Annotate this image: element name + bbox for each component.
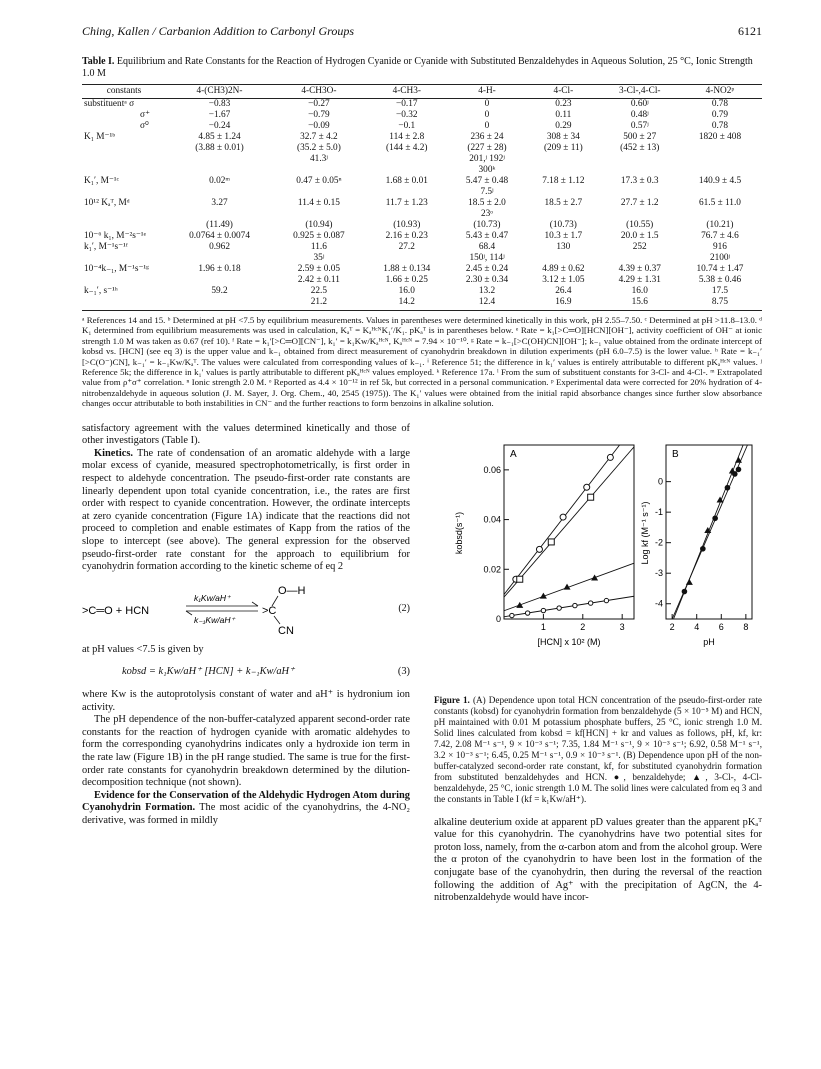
table-cell: 15.6 [602, 297, 678, 311]
table-row [82, 220, 762, 231]
table-cell [365, 165, 449, 176]
data-point [588, 494, 594, 500]
row-label: K₁′, M⁻¹ᶜ [84, 176, 119, 186]
y-tick-label: 0.02 [483, 563, 501, 574]
table-row [82, 297, 762, 311]
x-axis-label: [HCN] x 10² (M) [537, 636, 601, 647]
body-columns [82, 423, 762, 905]
data-point [536, 546, 542, 552]
table-cell: −0.24 [208, 121, 231, 131]
figure-caption [434, 695, 762, 805]
table-cell [166, 209, 273, 220]
table-cell: 7.5ʲ [480, 187, 494, 197]
table-cell: 0.962 [209, 242, 230, 252]
figure-1-plots [434, 423, 762, 693]
table-cell [166, 154, 273, 165]
table-cell [365, 209, 449, 220]
table-cell: 2.59 ± 0.05 [297, 264, 341, 274]
x-tick-label: 4 [694, 621, 700, 632]
x-tick-label: 1 [540, 621, 546, 632]
paragraph-text: The rate of condensation of an aromatic aldehyde with a large molar excess of cyanide, measured spectrophotometrically, is first order in respect to aldehyde concentration. The pseudo-first-order rate constants are linearly dependent upon total cyanide concentration, i.e., the rates are first order with respect to cyanide concentration. However, the ordinate intercepts at zero cyanide concentration (Figure 1A) indicate that the reactions did not proceed to completion and enable estimates of Kapp from the ratios of the slope to intercept (see above). The general expression for the observed pseudo-first-order rate constant for the approach to equilibrium for cyanohydrin formation according to the kinetic scheme of eq 2 [82, 447, 410, 573]
table-cell: 308 ± 34 [546, 132, 580, 142]
data-point [510, 613, 514, 617]
table-cell [166, 253, 273, 264]
paragraph: alkaline deuterium oxide at apparent pD values greater than the apparent pKₐᵀ value for this cyanohydrin. The cyanohydrins have two potential sites for proton loss, namely, from the α-carbon atom and from the alcohol group. Were the α proton of the cyanohydrin to have been lost in the formation of the conjugate base of the cyanohydrin, then during the reversal of the reaction following the addition of Ag⁺ with the precipitation of AgCN, the 4-nitrobenzaldehyde would have incor- [434, 816, 762, 904]
row-label [82, 275, 166, 286]
table-cell: −0.27 [308, 99, 330, 109]
table-cell: (10.73) [549, 220, 577, 230]
table-cell [525, 154, 601, 165]
figure-caption-text: (A) Dependence upon total HCN concentration of the pseudo-first-order rate constants (kobsd) for cyanohydrin formation from benzaldehyde (5 × 10⁻⁵ M) and HCN, pH maintained with 0.01 M potassium phosphate buffers, 25 °C, ionic strengh 1.0 M. Solid lines calculated from kobsd = kf[HCN] + kr and values as follows, pH, kf, kr: 7.42, 2.08 M⁻¹ s⁻¹, 9 × 10⁻³ s⁻¹; 7.35, 1.84 M⁻¹ s⁻¹, 9 × 10⁻³ s⁻¹; 6.92, 0.58 M⁻¹ s⁻¹, 3.2 × 10⁻³ s⁻¹; 6.45, 0.25 M⁻¹ s⁻¹, 0.9 × 10⁻³ s⁻¹. (B) Dependence upon pH of the non-buffer-catalyzed second-order rate constant, kf, for substituted cyanohydrin formation from substituted benzaldehydes and HCN. ●, benzaldehyde; ▲, 3-Cl-, 4-Cl-benzaldehyde, 25 °C, ionic strength 1.0 M. The solid lines were calculated from eq 3 and the constants in Table I (kf = k₁Kw/aH⁺). [434, 694, 762, 804]
figure-caption-label: Figure 1. [434, 694, 470, 705]
x-tick-label: 2 [669, 621, 675, 632]
table-cell [166, 297, 273, 311]
data-point [548, 539, 554, 545]
table-cell: 2.30 ± 0.34 [465, 275, 509, 285]
table-cell: −0.83 [208, 99, 231, 109]
row-label [82, 209, 166, 220]
table-cell [678, 165, 762, 176]
y-tick-label: 0 [657, 476, 663, 487]
table-cell: 1.66 ± 0.25 [385, 275, 428, 285]
panel-b [640, 445, 752, 647]
data-point [517, 576, 523, 582]
table-cell: 61.5 ± 11.0 [698, 198, 741, 208]
table-cell: 27.2 [398, 242, 415, 252]
table-row [82, 198, 762, 209]
table-cell: 0.79 [711, 110, 729, 120]
table-cell: 12.4 [449, 297, 525, 311]
scheme-nitrile: CN [278, 624, 294, 636]
table-cell [166, 275, 273, 286]
table-cell: 2.16 ± 0.23 [385, 231, 428, 241]
row-label [82, 253, 166, 264]
scheme-forward-rate: k₁Kw/aH⁺ [194, 592, 231, 603]
equation-text: kobsd = k₁Kw/aH⁺ [HCN] + k₋₁Kw/aH⁺ [122, 666, 295, 678]
table-cell: 150ʲ, 114ʲ [469, 253, 505, 263]
table-cell: 26.4 [555, 286, 572, 296]
row-label: σ⁺ [140, 110, 150, 120]
data-point [736, 466, 742, 472]
table-cell: (452 ± 13) [620, 143, 660, 153]
scheme-reactants: >C═O + HCN [82, 604, 150, 617]
table-cell [525, 165, 601, 176]
table-cell: 0 [484, 121, 490, 131]
table-cell: 252 [632, 242, 647, 252]
table-cell: 76.7 ± 4.6 [701, 231, 739, 241]
table-cell: 4.29 ± 1.31 [618, 275, 661, 285]
table-cell: 3.12 ± 1.05 [542, 275, 585, 285]
table-cell [273, 165, 365, 176]
table-cell: (144 ± 4.2) [386, 143, 428, 153]
data-point [588, 601, 592, 605]
table-cell: 21.2 [273, 297, 365, 311]
table-cell: 201,ʲ 192ʲ [469, 154, 505, 164]
table-cell: 14.2 [365, 297, 449, 311]
table-row [82, 165, 762, 176]
table-cell: 916 [712, 242, 727, 252]
data-point [729, 467, 736, 473]
equation-number: (3) [397, 666, 410, 678]
row-label: k₁′, M⁻¹s⁻¹ᶠ [84, 242, 128, 252]
left-column [82, 423, 410, 905]
x-tick-label: 3 [619, 621, 625, 632]
table-cell: 68.4 [478, 242, 496, 252]
table-cell: 20.0 ± 1.5 [620, 231, 659, 241]
table-cell: 0.02ᵐ [209, 176, 230, 186]
paragraph: at pH values <7.5 is given by [82, 643, 204, 655]
table-cell: 13.2 [478, 286, 496, 296]
paragraph: where Kw is the autoprotolysis constant of water and aH⁺ is hydronium ion activity. [82, 688, 410, 713]
table-row [82, 253, 762, 264]
y-tick-label: 0.04 [483, 514, 501, 525]
table-cell: 59.2 [211, 286, 228, 296]
panel-a [454, 445, 634, 647]
table-cell: 23ᵒ [480, 209, 493, 219]
table-cell: 17.3 ± 0.3 [620, 176, 659, 186]
equation-number: (2) [398, 603, 410, 615]
column-header: constants [82, 85, 166, 99]
paragraph: satisfactory agreement with the values determined kinetically and those of other investigators (Table I). [82, 422, 410, 447]
table-cell: 0.47 ± 0.05ⁿ [296, 176, 342, 186]
scheme-graphic [82, 584, 372, 636]
table-row [82, 176, 762, 187]
data-point [516, 601, 523, 607]
data-point [560, 514, 566, 520]
y-tick-label: -4 [654, 598, 663, 609]
table-row [82, 286, 762, 297]
table-cell [166, 187, 273, 198]
row-label: 10¹² Kₐᵀ, Mᵈ [84, 198, 130, 208]
x-tick-label: 6 [718, 621, 724, 632]
x-tick-label: 2 [580, 621, 586, 632]
table-cell: (3.88 ± 0.01) [195, 143, 244, 153]
table-cell: 5.43 ± 0.47 [465, 231, 509, 241]
data-point [557, 606, 561, 610]
row-label: 10⁻⁶ k₁, M⁻²s⁻¹ᵉ [84, 231, 146, 241]
table-row [82, 132, 762, 143]
table-cell [365, 253, 449, 264]
table-cell [602, 165, 678, 176]
table-row [82, 231, 762, 242]
table-body [82, 99, 762, 311]
table-cell: 236 ± 24 [470, 132, 504, 142]
table-cell: 2.45 ± 0.24 [465, 264, 509, 274]
data-point [604, 598, 608, 602]
table-cell: (11.49) [206, 220, 233, 230]
y-tick-label: 0.06 [483, 464, 501, 475]
data-point [591, 574, 598, 580]
table-row [82, 143, 762, 154]
table-cell: 41.3ʲ [310, 154, 328, 164]
table-cell: 500 ± 27 [623, 132, 657, 142]
table-cell [365, 187, 449, 198]
panel-a-label: A [510, 448, 517, 460]
paragraph: The pH dependence of the non-buffer-catalyzed apparent second-order rate constants for the reaction of hydrogen cyanide with aromatic aldehydes to form the corresponding cyanohydrins indicates only a hydroxide ion term in the rate law (Figure 1B) in the pH range studied. The same is true for the first-order rate constants for cyanohydrin breakdown determined by the dilution-decomposition technique (not shown). [82, 714, 410, 789]
table-cell: 3.27 [211, 198, 228, 208]
data-point [541, 608, 545, 612]
row-label: 10⁻⁴k₋₁, M⁻¹s⁻¹ᵍ [84, 264, 149, 274]
table-cell: 32.7 ± 4.2 [300, 132, 338, 142]
scheme-reverse-rate: k₋₁Kw/aH⁺ [194, 614, 235, 625]
table-cell: 10.74 ± 1.47 [696, 264, 744, 274]
table-cell: (227 ± 28) [467, 143, 507, 153]
column-header: 4-CH3- [365, 85, 449, 99]
x-axis-label: pH [703, 636, 715, 647]
x-tick-label: 8 [743, 621, 749, 632]
running-title: Ching, Kallen / Carbanion Addition to Carbonyl Groups [82, 24, 355, 38]
table-cell: (10.21) [706, 220, 734, 230]
row-label [82, 154, 166, 165]
table-cell [602, 253, 678, 264]
table-cell: 11.4 ± 0.15 [297, 198, 340, 208]
table-cell: 16.0 [398, 286, 415, 296]
table-caption [82, 56, 762, 80]
table-caption-text: Equilibrium and Rate Constants for the Reaction of Hydrogen Cyanide or Cyanide with Substituted Benzaldehydes in Aqueous Solution, 25 °C, Ionic Strength 1.0 M [82, 56, 753, 79]
fit-line [504, 563, 634, 611]
table-cell [365, 154, 449, 165]
y-tick-label: -3 [654, 567, 663, 578]
table-footnotes: ᵃ References 14 and 15. ᵇ Determined at pH <7.5 by equilibrium measurements. Values in parentheses were determined kinetically in this work, pH 2.55–7.50. ᶜ Determined at pH >11.8–13.0. ᵈ K₁ determined from equilibrium measurements was used in calculation, Kₐᵀ = KₐᴴᶜᴺK₁′/K₁. pKₐᵀ is in parentheses below. ᵉ Rate = k₁[>C═O][HCN][OH⁻], activity coefficient of OH⁻ at ionic strength 1.0 M was taken as 0.67 (ref 10). ᶠ Rate = k₁′[>C═O][CN⁻], k₁′ = k₁Kw/Kₐᴴᶜᴺ, Kₐᴴᶜᴺ = 7.94 × 10⁻¹⁰. ᵍ Rate = k₋₁[>C(OH)CN][OH⁻]; k₋₁ value obtained from the ordinate intercept of kobsd vs. [HCN] (see eq 3) is the upper value and k₋₁ obtained from direct measurement of cyanohydrin breakdown in dilution experiments (pH 6.0–7.5) is the lower value. ʰ Rate = k₋₁′[>C(O⁻)CN], k₋₁′ = k₋₁Kw/Kₐᵀ. The values were calculated from corresponding values of k₋₁. ⁱ Reference 51; the difference in k₁′ values is entirely attributable to different pKₐᴴᶜᴺ values. ʲ Reference 5k; the difference in k₁′ values is partly attributable to different pKₐᴴᶜᴺ values employed. ᵏ Reference 17a. ˡ From the sum of substituent constants for 3-Cl- and 4-Cl-. ᵐ Extrapolated value from ρ⁺σ⁺ correlation. ⁿ Ionic strength 2.0 M. ᵒ Reported as 4.4 × 10⁻¹² in ref 5k, but corrected in a personal communication. ᵖ Experimental data were corrected for 20% hydration of 4-nitrobenzaldehyde in aqueous solution (J. M. Sayer, J. Org. Chem., 40, 2545 (1975)). The K₁′ values were obtained from the initial rapid absorbance changes since further slow absorbance changes occur attributable to both instabilities in CN⁻ and the further reactions to form benzoins in alkaline solution. [82, 315, 762, 409]
data-point [686, 579, 693, 585]
table-cell: 0.57ʲ [630, 121, 649, 131]
table-cell: 0.11 [555, 110, 572, 120]
table-cell [678, 154, 762, 165]
table-cell: 1.68 ± 0.01 [385, 176, 428, 186]
fit-line [504, 596, 634, 617]
table-row [82, 121, 762, 132]
table-cell: 35ʲ [313, 253, 325, 263]
scheme-hydroxyl: O—H [278, 584, 306, 597]
table-cell [273, 209, 365, 220]
table-cell: 130 [556, 242, 571, 252]
row-label: σ⁰ [140, 121, 149, 131]
row-label [82, 143, 166, 154]
table-cell [166, 165, 273, 176]
fit-line [504, 447, 634, 597]
table-cell: −0.17 [396, 99, 418, 109]
data-point [607, 454, 613, 460]
right-column [434, 423, 762, 905]
table-cell: 10.3 ± 1.7 [544, 231, 583, 241]
y-tick-label: -2 [654, 537, 663, 548]
data-point [573, 603, 577, 607]
table-cell: 0.23 [555, 99, 572, 109]
table-cell: 2100ʲ [709, 253, 730, 263]
column-header: 4-Cl- [525, 85, 601, 99]
table-cell: (10.93) [393, 220, 421, 230]
equation-3 [82, 666, 410, 679]
table-cell: 11.7 ± 1.23 [385, 198, 428, 208]
table-cell [525, 253, 601, 264]
page-number: 6121 [738, 24, 762, 38]
table-cell: 1.88 ± 0.134 [383, 264, 431, 274]
table-header-row [82, 85, 762, 99]
table-cell: 27.7 ± 1.2 [620, 198, 659, 208]
panel-b-label: B [672, 448, 679, 460]
table-row [82, 264, 762, 275]
y-tick-label: -1 [654, 506, 663, 517]
table-cell: (35.2 ± 5.0) [296, 143, 341, 153]
table-row [82, 110, 762, 121]
y-axis-label: Log kf (M⁻¹ s⁻¹) [640, 501, 650, 565]
table-cell: 17.5 [711, 286, 729, 296]
data-table [82, 84, 762, 311]
y-tick-label: 0 [495, 613, 501, 624]
table-caption-label: Table I. [82, 56, 115, 67]
column-header: 4-H- [449, 85, 525, 99]
table-cell: −0.79 [308, 110, 330, 120]
table-cell: 0.29 [555, 121, 572, 131]
table-cell: 8.75 [678, 297, 762, 311]
column-header: 4-CH3O- [273, 85, 365, 99]
table-cell [678, 209, 762, 220]
row-label: K₁ M⁻¹ᵇ [84, 132, 116, 142]
table-row [82, 154, 762, 165]
column-header: 3-Cl-,4-Cl- [602, 85, 678, 99]
running-header [82, 24, 762, 42]
table-cell: 0.60ʲ [630, 99, 649, 109]
table-cell: 114 ± 2.8 [389, 132, 425, 142]
table-cell: 4.85 ± 1.24 [198, 132, 241, 142]
table-row [82, 209, 762, 220]
table-cell [602, 187, 678, 198]
table-cell [525, 187, 601, 198]
table-cell: 4.89 ± 0.62 [542, 264, 585, 274]
table-row [82, 242, 762, 253]
table-cell: (10.94) [305, 220, 333, 230]
table-cell [525, 209, 601, 220]
table-cell: −0.32 [396, 110, 418, 120]
row-label [82, 297, 166, 311]
table-cell: 0 [484, 110, 490, 120]
data-point [525, 610, 529, 614]
table-cell [602, 154, 678, 165]
table-cell [678, 143, 762, 154]
table-cell: −0.1 [398, 121, 416, 131]
row-label [82, 165, 166, 176]
table-cell: −0.09 [308, 121, 330, 131]
table-cell: 7.18 ± 1.12 [542, 176, 585, 186]
reaction-scheme [82, 584, 410, 636]
paragraph [82, 790, 410, 828]
table-row [82, 275, 762, 286]
table-cell [678, 187, 762, 198]
column-header: 4-(CH3)2N- [166, 85, 273, 99]
table-cell: 140.9 ± 4.5 [698, 176, 742, 186]
table-cell: 16.9 [525, 297, 601, 311]
table-cell: 18.5 ± 2.0 [468, 198, 506, 208]
row-label [82, 220, 166, 231]
column-header: 4-NO2ᵖ [678, 85, 762, 99]
table-cell: 0.48ʲ [630, 110, 649, 120]
table-cell: 1820 ± 408 [698, 132, 742, 142]
table-cell [602, 209, 678, 220]
table-cell: 1.96 ± 0.18 [198, 264, 241, 274]
paragraph-text: The most acidic of the cyanohydrins, the 4-NO₂ derivative, was formed in mildly [82, 802, 410, 826]
paragraph [82, 448, 410, 574]
table-cell: 5.38 ± 0.46 [698, 275, 742, 285]
table-cell: 18.5 ± 2.7 [544, 198, 583, 208]
table-cell: 0 [484, 99, 490, 109]
table-cell: 5.47 ± 0.48 [465, 176, 509, 186]
section-heading: Kinetics. [94, 447, 133, 459]
data-point [584, 484, 590, 490]
table-cell: 0.0764 ± 0.0074 [189, 231, 250, 241]
table-row [82, 187, 762, 198]
panel-a-frame [504, 445, 634, 619]
table-cell: 22.5 [310, 286, 328, 296]
table-cell: 0.78 [711, 121, 729, 131]
row-label: substituentᵃ σ [84, 99, 135, 109]
table-cell: 4.39 ± 0.37 [618, 264, 661, 274]
table-row [82, 99, 762, 111]
table-cell: 16.0 [631, 286, 648, 296]
journal-page [82, 24, 762, 905]
table-cell: (10.55) [626, 220, 654, 230]
table-cell: 2.42 ± 0.11 [297, 275, 340, 285]
row-label [82, 187, 166, 198]
y-axis-label: kobsd(s⁻¹) [454, 511, 464, 554]
row-label: k₋₁′, s⁻¹ʰ [84, 286, 118, 296]
figure-1 [434, 423, 762, 693]
table-cell: 11.6 [310, 242, 327, 252]
section-heading: Evidence for the Conservation of the Aldehydic Hydrogen Atom during Cyanohydrin Formation. [82, 789, 410, 814]
table-cell: −1.67 [208, 110, 231, 120]
table-cell: (209 ± 11) [543, 143, 583, 153]
table-cell: 0.925 ± 0.087 [293, 231, 345, 241]
table-cell: (10.73) [473, 220, 501, 230]
table-cell: 300ᵏ [478, 165, 496, 175]
table-cell [273, 187, 365, 198]
scheme-carbon: >C [262, 604, 277, 617]
table-cell: 0.78 [711, 99, 729, 109]
